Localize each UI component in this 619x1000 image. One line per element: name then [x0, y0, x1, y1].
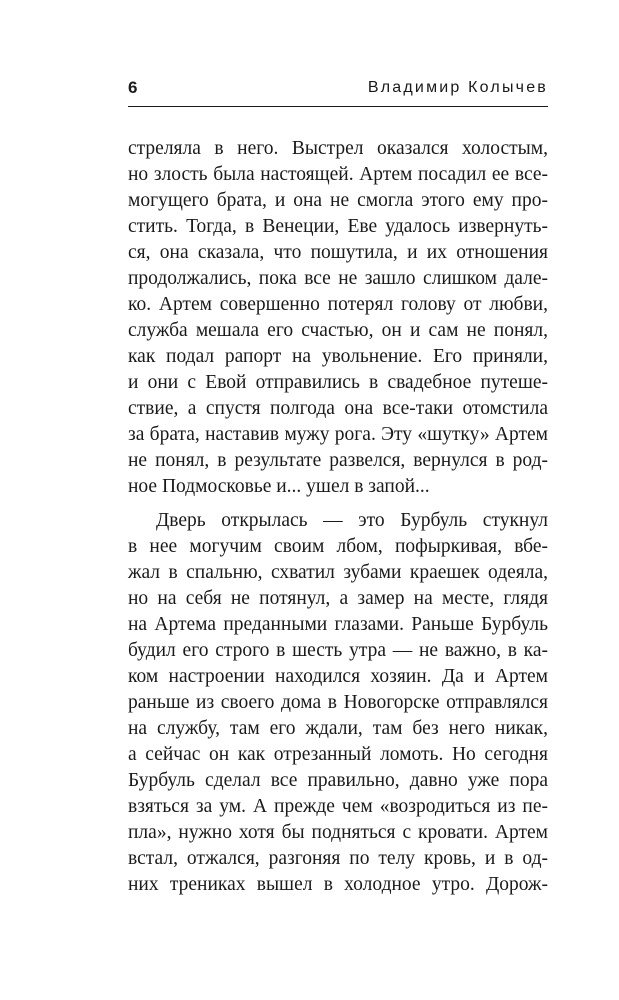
text-line: не понял, в результате развелся, вернулся в род- — [128, 450, 548, 471]
text-line: будил его строго в шесть утра — не важно, в ка- — [128, 640, 548, 661]
text-line: пла», нужно хотя бы подняться с кровати. Артем — [128, 822, 548, 843]
text-line: а сейчас он как отрезанный ломоть. Но сегодня — [128, 744, 548, 765]
text-line: на службу, там его ждали, там без него никак, — [128, 718, 548, 739]
header-rule — [128, 106, 548, 107]
page-number: 6 — [128, 78, 138, 97]
text-line: стить. Тогда, в Венеции, Еве удалось извернуть- — [128, 216, 548, 237]
text-line: жал в спальню, схватил зубами краешек одеяла, — [128, 562, 548, 583]
page-header — [128, 78, 548, 102]
text-line: них трениках вышел в холодное утро. Дорож- — [128, 874, 548, 895]
text-line: ко. Артем совершенно потерял голову от любви, — [128, 294, 548, 315]
text-line: но на себя не потянул, а замер на месте, глядя — [128, 588, 548, 609]
text-line: на Артема преданными глазами. Раньше Бурбуль — [128, 614, 548, 635]
text-line: ствие, а спустя полгода она все-таки отомстила — [128, 398, 548, 419]
text-line: ся, она сказала, что пошутила, и их отношения — [128, 242, 548, 263]
text-line: встал, отжался, разгоняя по телу кровь, и в од- — [128, 848, 548, 869]
text-line: но злость была настоящей. Артем посадил ее все- — [128, 164, 548, 185]
text-line: в нее могучим своим лбом, пофыркивая, вбе- — [128, 536, 548, 557]
running-head-author: Владимир Колычев — [367, 79, 548, 96]
text-line: и они с Евой отправились в свадебное путеше- — [128, 372, 548, 393]
text-line: ком настроении находился хозяин. Да и Артем — [128, 666, 548, 687]
text-line: раньше из своего дома в Новогорске отправлялся — [128, 692, 548, 713]
text-line: служба мешала его счастью, он и сам не понял, — [128, 320, 548, 341]
text-line: продолжались, пока все не зашло слишком дале- — [128, 268, 548, 289]
text-line: взяться за ум. А прежде чем «возродиться из пе- — [128, 796, 548, 817]
text-line: за брата, наставив мужу рога. Эту «шутку» Артем — [128, 424, 548, 445]
text-line: могущего брата, и она не смогла этого ему про- — [128, 190, 548, 211]
text-line: Дверь открылась — это Бурбуль стукнул — [156, 510, 548, 531]
text-line: Бурбуль сделал все правильно, давно уже пора — [128, 770, 548, 791]
text-line: стреляла в него. Выстрел оказался холостым, — [128, 138, 548, 159]
paragraph-2 — [128, 508, 548, 898]
text-line: как подал рапорт на увольнение. Его приняли, — [128, 346, 548, 367]
paragraph-1 — [128, 136, 548, 500]
text-line: ное Подмосковье и... ушел в запой... — [128, 476, 430, 497]
